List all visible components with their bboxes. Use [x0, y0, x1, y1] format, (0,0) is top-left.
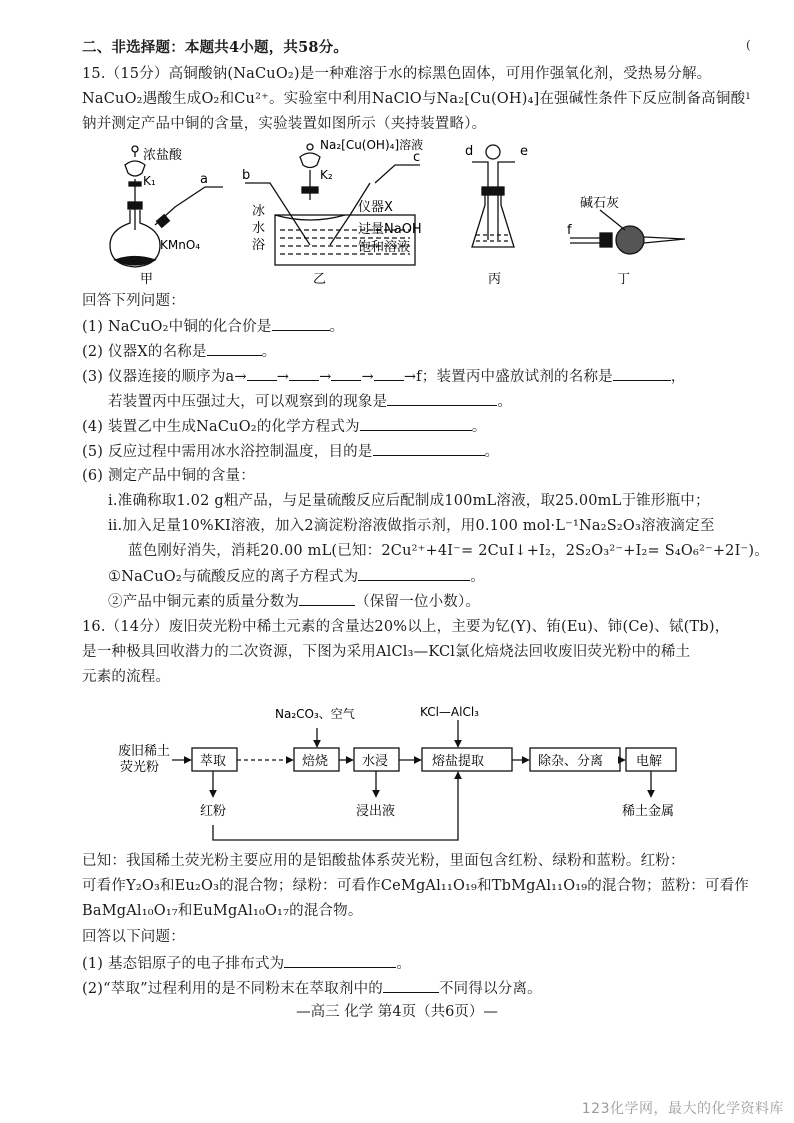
label-port-c: c: [413, 150, 421, 165]
q15-intro-line3: 钠并测定产品中铜的含量，实验装置如图所示（夹持装置略）。: [82, 116, 487, 132]
q15-sub3-line2-text: 若装置丙中压强过大，可以观察到的现象是: [108, 394, 388, 410]
q15-sub2: [82, 341, 276, 362]
label-port-e: e: [520, 144, 528, 159]
margin-mark: ı: [746, 88, 750, 102]
reagent-roast: Na₂CO₃、空气: [275, 707, 355, 721]
q16-known-line1: 已知：我国稀土荧光粉主要应用的是铝酸盐体系荧光粉，里面包含红粉、绿粉和蓝粉。红粉：: [82, 853, 685, 869]
label-k2: K₂: [320, 168, 333, 182]
q16-sub1: [82, 953, 411, 974]
caption-bing: 丙: [488, 272, 502, 285]
q16-intro-line3: 元素的流程。: [82, 669, 171, 685]
q15-sub1-text: (1) NaCuO₂中铜的化合价是: [82, 319, 272, 335]
step-electrolysis: 电解: [636, 754, 663, 769]
caption-ding: 丁: [617, 272, 631, 285]
q15-sub3-line2-end: 。: [497, 394, 513, 410]
label-instrument-x: 仪器X: [358, 200, 393, 215]
step-roast: 焙烧: [302, 754, 329, 769]
q15-sub1-end: 。: [329, 319, 345, 335]
answer-blank[interactable]: [383, 978, 439, 993]
q15-sub3-text: (3) 仪器连接的顺序为a→: [82, 369, 247, 385]
q15-sub3: [82, 366, 686, 387]
q15-sub2-text: (2) 仪器X的名称是: [82, 344, 207, 360]
q15-sub6-q2: [108, 591, 480, 612]
flow-input-1: 废旧稀土: [118, 744, 171, 759]
q15-sub4: [82, 416, 486, 437]
arrow-text: →: [319, 369, 332, 385]
byproduct-red-powder: 红粉: [200, 804, 227, 819]
answer-blank[interactable]: [358, 566, 470, 581]
q15-sub6-step-ii-line1: ⅱ.加入足量10%KI溶液，加入2滴淀粉溶液做指示剂，用0.100 mol·L⁻¹Na₂S₂O₃溶液滴定至: [108, 518, 715, 534]
q15-sub6-step-ii-line2: 蓝色刚好消失，消耗20.00 mL(已知：2Cu²⁺+4I⁻= 2CuI↓+I₂，2S₂O₃²⁻+I₂= S₄O₆²⁻+2I⁻)。: [128, 543, 769, 559]
q15-sub3-line2: [108, 391, 512, 412]
label-k1: K₁: [143, 174, 156, 188]
answer-blank[interactable]: [284, 953, 396, 968]
label-naoh: 过量NaOH: [358, 222, 422, 237]
q15-sub6-q1: [108, 566, 485, 587]
q16-sub1-text: (1) 基态铝原子的电子排布式为: [82, 956, 285, 972]
q15-sub5-end: 。: [484, 444, 500, 460]
arrow-text: →: [361, 369, 374, 385]
q15-sub1: [82, 316, 344, 337]
label-kmno4: KMnO₄: [160, 238, 201, 252]
q15-sub5-text: (5) 反应过程中需用冰水浴控制温度，目的是: [82, 444, 373, 460]
product-rare-earth: 稀土金属: [622, 804, 675, 819]
q15-sub3-end: ，: [670, 369, 686, 385]
flow-input-2: 荧光粉: [120, 760, 160, 775]
step-molten-salt: 熔盐提取: [432, 754, 485, 769]
apparatus-diagram: [80, 135, 700, 285]
q15-sub6-q1-text: ①NaCuO₂与硫酸反应的离子方程式为: [108, 569, 359, 585]
q16-sub2-end: 不同得以分离。: [438, 981, 542, 997]
label-soda-lime: 碱石灰: [580, 196, 620, 211]
answer-blank[interactable]: [272, 316, 330, 331]
q15-answer-prompt: 回答下列问题：: [82, 293, 185, 309]
label-conc-hcl: 浓盐酸: [143, 148, 183, 163]
q16-sub1-end: 。: [396, 956, 412, 972]
label-ice: 冰: [252, 204, 266, 219]
q16-sub2: [82, 978, 542, 999]
answer-blank[interactable]: [247, 366, 277, 381]
process-flowchart: [110, 700, 690, 850]
answer-blank[interactable]: [387, 391, 497, 406]
label-bath: 浴: [252, 238, 266, 253]
q15-sub4-end: 。: [471, 419, 487, 435]
q16-intro-line1: 16.（14分）废旧荧光粉中稀土元素的含量达20%以上，主要为钇(Y)、铕(Eu)、铈(Ce)、铽(Tb)，: [82, 619, 730, 635]
margin-mark: (: [746, 38, 751, 52]
q15-sub3-mid: →f；装置丙中盛放试剂的名称是: [403, 369, 613, 385]
page-footer: —高三 化学 第4页（共6页）—: [296, 1004, 498, 1020]
reagent-molten: KCl—AlCl₃: [420, 705, 479, 719]
step-leach: 水浸: [362, 754, 389, 769]
q16-intro-line2: 是一种极具回收潜力的二次资源，下图为采用AlCl₃—KCl氯化焙烧法回收废旧荧光粉中的稀土: [82, 644, 691, 660]
q16-known-line2: 可看作Y₂O₃和Eu₂O₃的混合物；绿粉：可看作CeMgAl₁₁O₁₉和TbMgAl₁₁O₁₉的混合物；蓝粉：可看作: [82, 878, 750, 894]
label-saturated: 饱和溶液: [358, 240, 411, 255]
q15-sub5: [82, 441, 499, 462]
q15-sub6-q2-end: （保留一位小数）。: [355, 594, 481, 610]
label-water: 水: [252, 221, 266, 236]
q15-sub6-q1-end: 。: [470, 569, 485, 585]
label-na2cuoh4: Na₂[Cu(OH)₄]溶液: [320, 138, 424, 152]
q16-known-line3: BaMgAl₁₀O₁₇和EuMgAl₁₀O₁₇的混合物。: [82, 903, 363, 919]
q15-intro-line1: 15.（15分）高铜酸钠(NaCuO₂)是一种难溶于水的棕黑色固体，可用作强氧化剂，受热易分解。: [82, 66, 712, 82]
apparatus-ding: [570, 210, 685, 254]
answer-blank[interactable]: [207, 341, 262, 356]
answer-blank[interactable]: [360, 416, 472, 431]
step-extract: 萃取: [200, 754, 227, 769]
label-port-a: a: [200, 172, 208, 187]
q15-sub6-step-i: ⅰ.准确称取1.02 g粗产品，与足量硫酸反应后配制成100mL溶液，取25.00mL于锥形瓶中；: [108, 493, 710, 509]
q15-sub6-title: (6) 测定产品中铜的含量：: [82, 468, 255, 484]
q15-sub4-text: (4) 装置乙中生成NaCuO₂的化学方程式为: [82, 419, 360, 435]
answer-blank[interactable]: [299, 591, 355, 606]
q16-answer-prompt: 回答以下问题：: [82, 929, 185, 945]
byproduct-leachate: 浸出液: [356, 804, 396, 819]
q15-sub2-end: 。: [261, 344, 277, 360]
answer-blank[interactable]: [289, 366, 319, 381]
answer-blank[interactable]: [373, 441, 485, 456]
q15-intro-line2: NaCuO₂遇酸生成O₂和Cu²⁺。实验室中利用NaClO与Na₂[Cu(OH)₄]在强碱性条件下反应制备高铜酸: [82, 91, 746, 107]
label-port-d: d: [465, 144, 474, 159]
label-port-f: f: [567, 223, 572, 238]
answer-blank[interactable]: [331, 366, 361, 381]
watermark: 123化学网，最大的化学资料库: [581, 1101, 784, 1117]
answer-blank[interactable]: [374, 366, 404, 381]
apparatus-bing: [472, 145, 515, 247]
q15-sub6-q2-text: ②产品中铜元素的质量分数为: [108, 594, 300, 610]
arrow-text: →: [276, 369, 290, 385]
section-header: 二、非选择题：本题共4小题，共58分。: [82, 39, 349, 56]
step-purify: 除杂、分离: [538, 754, 604, 769]
caption-yi: 乙: [313, 272, 327, 285]
answer-blank[interactable]: [613, 366, 671, 381]
caption-jia: 甲: [140, 272, 154, 285]
q16-sub2-text: (2)“萃取”过程利用的是不同粉末在萃取剂中的: [82, 981, 383, 997]
label-port-b: b: [242, 168, 251, 183]
